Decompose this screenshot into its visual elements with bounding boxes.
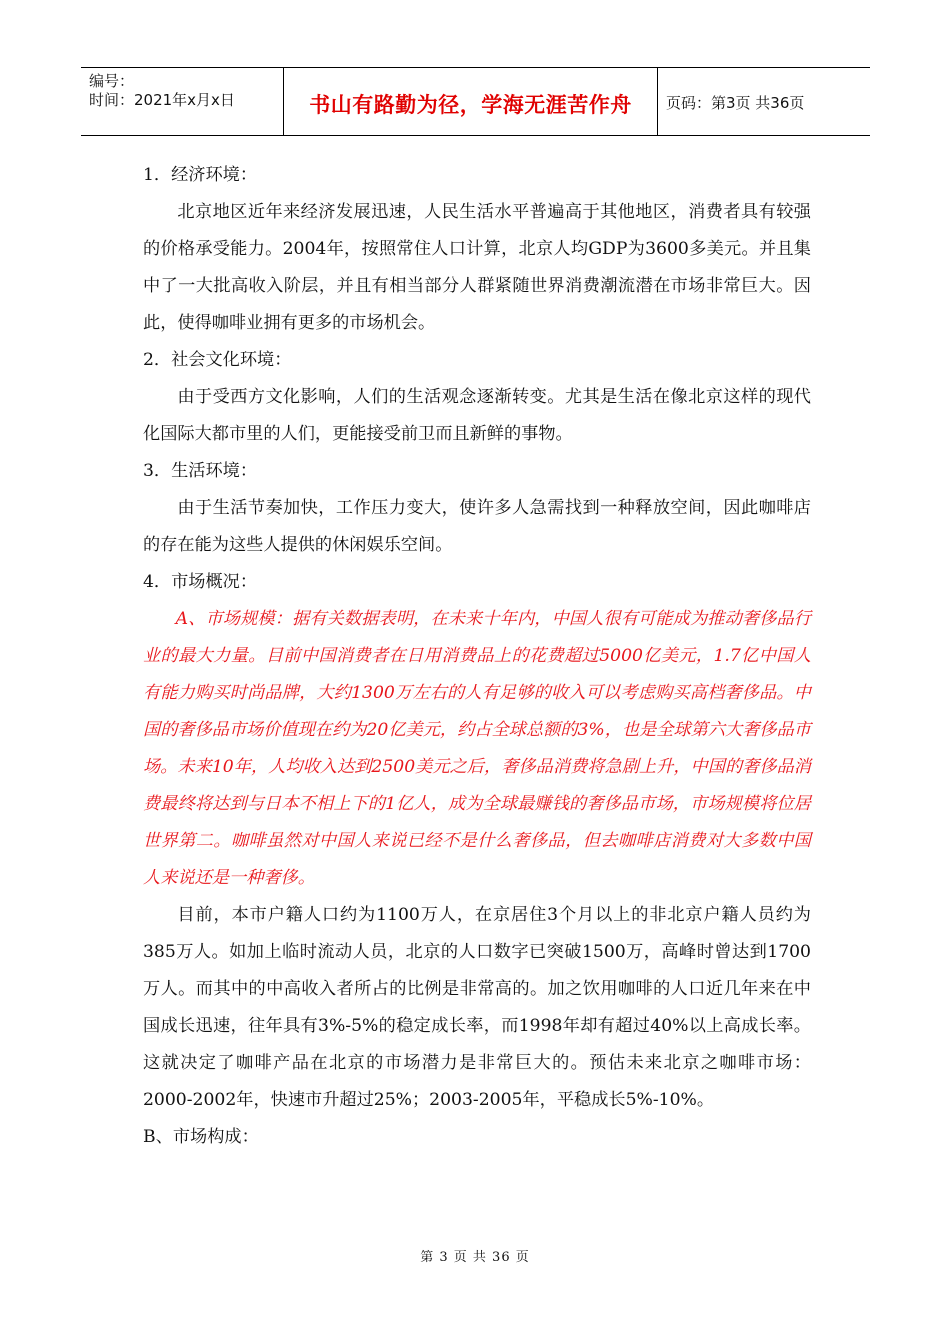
section-heading-market-structure: B、市场构成： bbox=[143, 1127, 259, 1147]
header-page-info: 页码：第3页 共36页 bbox=[666, 94, 805, 112]
document-body bbox=[143, 157, 811, 1156]
page-footer: 第 3 页 共 36 页 bbox=[420, 1250, 530, 1265]
paragraph-living: 由于生活节奏加快，工作压力变大，使许多人急需找到一种释放空间，因此咖啡店的存在能为这些人提供的休闲娱乐空间。 bbox=[143, 498, 811, 555]
paragraph-economy: 北京地区近年来经济发展迅速，人民生活水平普遍高于其他地区，消费者具有较强的价格承受能力。2004年，按照常住人口计算，北京人均GDP为3600多美元。并且集中了一大批高收入阶层，并且有相当部分人群紧随世界消费潮流潜在市场非常巨大。因此，使得咖啡业拥有更多的市场机会。 bbox=[143, 202, 811, 333]
paragraph-population: 目前，本市户籍人口约为1100万人，在京居住3个月以上的非北京户籍人员约为385万人。如加上临时流动人员，北京的人口数字已突破1500万，高峰时曾达到1700万人。而其中的中高收入者所占的比例是非常高的。加之饮用咖啡的人口近几年来在中国成长迅速，往年具有3%-5%的稳定成长率，而1998年却有超过40%以上高成长率。这就决定了咖啡产品在北京的市场潜力是非常巨大的。预估未来北京之咖啡市场：2000-2002年，快速市升超过25%；2003-2005年，平稳成长5%-10%。 bbox=[143, 905, 811, 1110]
paragraph-market-size: A、市场规模：据有关数据表明，在未来十年内，中国人很有可能成为推动奢侈品行业的最大力量。目前中国消费者在日用消费品上的花费超过5000亿美元，1.7亿中国人有能力购买时尚品牌，大约1300万左右的人有足够的收入可以考虑购买高档奢侈品。中国的奢侈品市场价值现在约为20亿美元，约占全球总额的3%，也是全球第六大奢侈品市场。未来10年，人均收入达到2500美元之后，奢侈品消费将急剧上升，中国的奢侈品消费最终将达到与日本不相上下的1亿人，成为全球最赚钱的奢侈品市场，市场规模将位居世界第二。咖啡虽然对中国人来说已经不是什么奢侈品，但去咖啡店消费对大多数中国人来说还是一种奢侈。 bbox=[143, 609, 811, 888]
paragraph-culture: 由于受西方文化影响，人们的生活观念逐渐转变。尤其是生活在像北京这样的现代化国际大都市里的人们，更能接受前卫而且新鲜的事物。 bbox=[143, 387, 811, 444]
document-number-label: 编号： bbox=[89, 72, 135, 90]
section-heading-market: 4．市场概况： bbox=[143, 572, 258, 592]
section-heading-living: 3．生活环境： bbox=[143, 461, 258, 481]
document-date: 时间：2021年x月x日 bbox=[89, 91, 235, 109]
section-heading-culture: 2．社会文化环境： bbox=[143, 350, 292, 370]
page-header bbox=[81, 67, 870, 136]
header-motto: 书山有路勤为径，学海无涯苦作舟 bbox=[284, 68, 658, 135]
header-meta bbox=[81, 68, 284, 135]
section-heading-economy: 1．经济环境： bbox=[143, 165, 258, 185]
